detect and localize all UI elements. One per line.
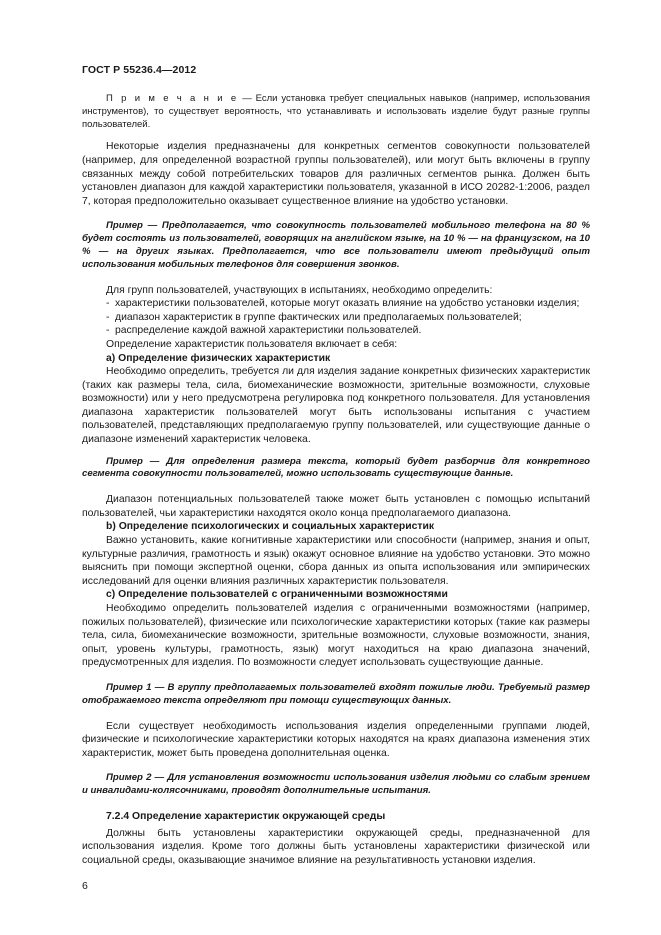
paragraph-additional-evaluation: Если существует необходимость использования изделия определенными группами людей, физические и психологические характеристики которых находятся на краях диапазона изменения этих характеристик, может быть проведена дополнительная оценка. [82, 720, 590, 759]
example-mobile-phone [82, 220, 590, 271]
example-text: Для установления возможности использования изделия людьми со слабым зрением и инвалидами-колясочниками, проводят дополнительные испытания. [82, 772, 590, 797]
paragraph-potential-users: Диапазон потенциальных пользователей также может быть установлен с помощью испытаний пользователей, чьи характеристики находятся около конца предполагаемого диапазона. [82, 494, 590, 519]
document-body [82, 93, 590, 867]
example-elderly [82, 682, 590, 708]
subheading-physical: а) Определение физических характеристик [106, 352, 331, 364]
paragraph-psychological: Важно установить, какие когнитивные характеристики или способности (например, знания и опыт, культурные различия, грамотность и язык) окажут основное влияние на удобство установки. Это можно выяснить при помощи экспертной оценки, сбора данных из опыта использования или эмпирических исследований для оценки влияния различных характеристик пользователя. [82, 535, 590, 587]
subheading-psychological: b) Определение психологических и социальных характеристик [106, 521, 435, 533]
paragraph-segments: Некоторые изделия предназначены для конкретных сегментов совокупности пользователей (например, для определенной возрастной группы пользователей), или могут быть включены в группу связанных между собой потребительских товаров для различных сегментов рынка. Должен быть установлен диапазон для каждой характеристики пользователя, указанной в ИСО 20282-1:2006, раздел 7, которая предположительно оказывает существенное влияние на удобство установки. [82, 141, 590, 207]
example-impaired-users [82, 772, 590, 798]
paragraph-user-groups: Для групп пользователей, участвующих в испытаниях, необходимо определить: [106, 284, 493, 296]
note-text: — Если установка требует специальных навыков (например, использования инструментов), то существует вероятность, что устанавливать и использовать изделие будут разные группы пользователей. [82, 93, 590, 130]
requirements-list [82, 297, 590, 338]
example-text: Предполагается, что совокупность пользователей мобильного телефона на 80 % будет состоять из пользователей, говорящих на английском языке, на 10 % — на французском, на 10 % — на других языках. Предполагается, что все пользователи имеют предыдущий опыт использования мобильных телефонов для совершения звонков. [82, 220, 590, 270]
paragraph-physical: Необходимо определить, требуется ли для изделия задание конкретных физических характеристик (таких как размеры тела, сила, биомеханические возможности, зрительные возможности, слуховые возможности) или у него предусмотрена регулировка под конкретного пользователя. Для установления диапазона характеристик пользователей могут быть использованы испытания с участием пользователей, представляющих предполагаемую группу пользователей, или существующие данные о диапазоне изменений характеристик человека. [82, 366, 590, 446]
example-text: Для определения размера текста, который будет разборчив для конкретного сегмента совокупности пользователей, можно использовать существующие данные. [82, 455, 590, 480]
document-header: ГОСТ Р 55236.4—2012 [82, 64, 197, 76]
example-label: Пример 2 — [106, 772, 165, 784]
page-number: 6 [82, 880, 88, 892]
paragraph-disabilities: Необходимо определить пользователей изделия с ограниченными возможностями (например, пожилых пользователей), физические или психологические характеристики которых (такие как размеры тела, сила, биомеханические возможности, зрительные возможности, слуховые возможности, знания, опыт, уровень культуры, грамотность, язык) могут находиться на краю диапазона значений, предусмотренных для изделия. По возможности следует использовать существующие данные. [82, 603, 590, 669]
list-item: - характеристики пользователей, которые могут оказать влияние на удобство установки изделия; [106, 297, 590, 311]
example-text-size [82, 456, 590, 482]
section-heading-environment: 7.2.4 Определение характеристик окружающей среды [106, 810, 386, 822]
example-label: Пример 1 — [106, 681, 165, 693]
note-paragraph [82, 93, 590, 131]
list-item: - диапазон характеристик в группе фактических или предполагаемых пользователей; [106, 311, 590, 325]
example-label: Пример — [106, 455, 160, 467]
paragraph-environment: Должны быть установлены характеристики окружающей среды, предназначенной для использования изделия. Кроме того должны быть установлены характеристики физической или социальной среды, оказывающие значимое влияние на результативность установки изделия. [82, 827, 590, 866]
example-label: Пример — [106, 220, 158, 232]
paragraph-characteristics: Определение характеристик пользователя включает в себя: [106, 338, 398, 350]
list-item: - распределение каждой важной характеристики пользователей. [106, 324, 590, 338]
example-text: В группу предполагаемых пользователей входят пожилые люди. Требуемый размер отображаемого текста определяют при помощи существующих данных. [82, 681, 590, 706]
subheading-disabilities: с) Определение пользователей с ограниченными возможностями [106, 589, 448, 601]
note-label: П р и м е ч а н и е [106, 93, 239, 104]
